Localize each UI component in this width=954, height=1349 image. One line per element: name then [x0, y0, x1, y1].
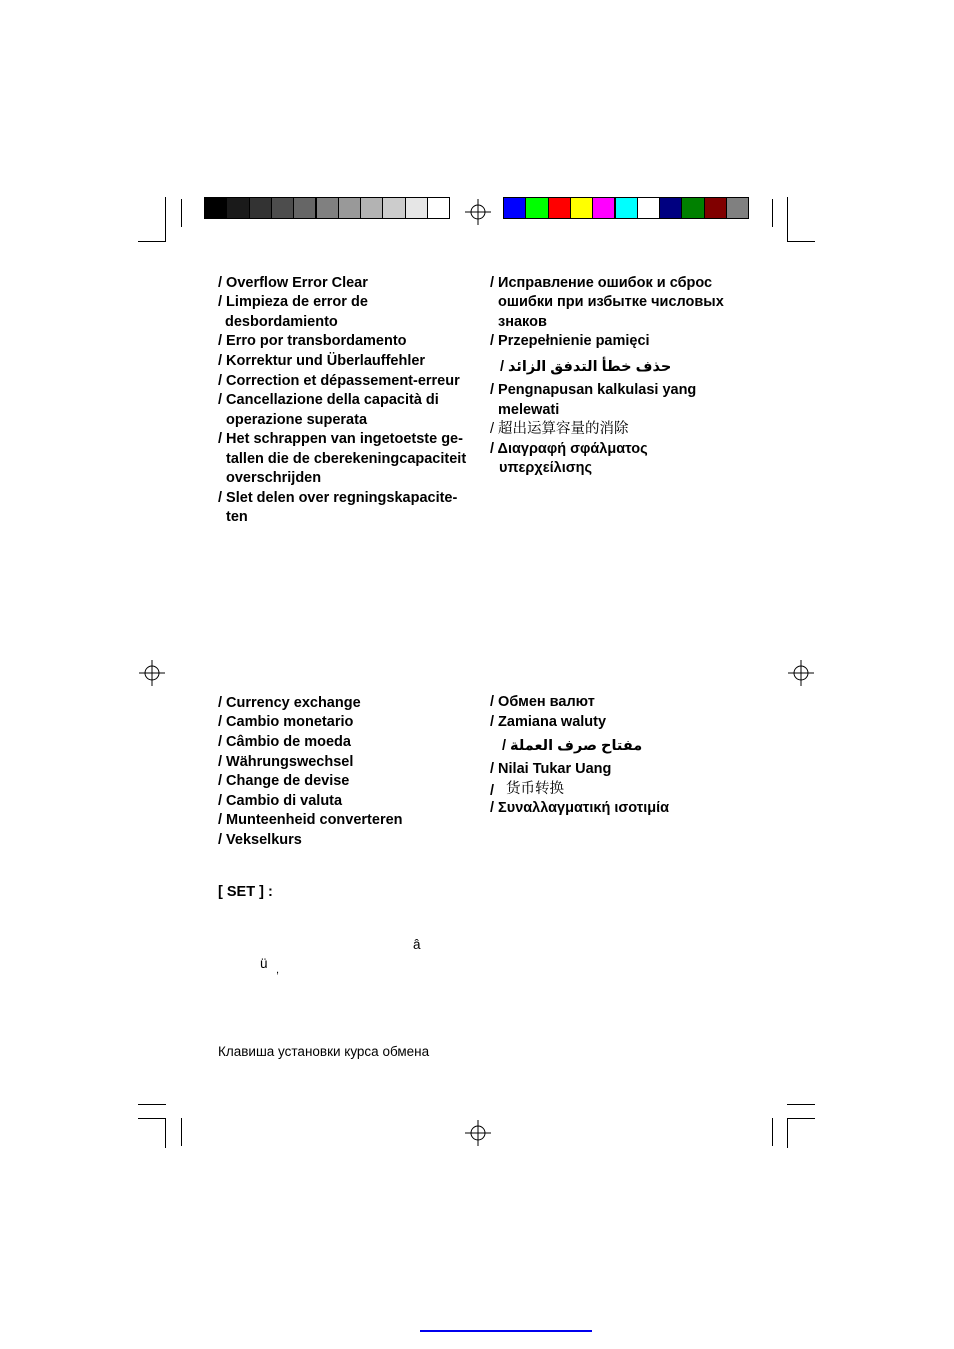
crop-mark	[787, 1104, 815, 1105]
section1-left-line: overschrijden	[226, 470, 322, 486]
section2-chinese-slash: /	[490, 783, 495, 799]
section1-left-line: / Erro por transbordamento	[218, 333, 407, 349]
section1-greek: υπερχείλισης	[499, 460, 593, 476]
grayscale-swatch	[226, 197, 249, 219]
color-swatch	[570, 197, 593, 219]
section1-left-line: / Correction et dépassement-erreur	[218, 373, 460, 389]
section2-greek: / Συναλλαγματική ισοτιμία	[490, 800, 670, 816]
crop-mark	[772, 199, 773, 227]
section2-left-line: / Munteenheid converteren	[218, 812, 403, 828]
grayscale-swatch	[249, 197, 272, 219]
grayscale-swatch	[427, 197, 450, 219]
section2-left-line: / Währungswechsel	[218, 754, 354, 770]
section1-left-line: operazione superata	[226, 412, 368, 428]
grayscale-swatch	[405, 197, 428, 219]
grayscale-swatch	[382, 197, 405, 219]
section1-left-line: / Overflow Error Clear	[218, 275, 368, 291]
crop-mark	[787, 241, 815, 242]
grayscale-swatch	[360, 197, 383, 219]
color-swatch	[726, 197, 749, 219]
grayscale-swatch	[293, 197, 316, 219]
registration-mark-icon	[788, 660, 814, 686]
footer-rule	[420, 1330, 592, 1332]
color-swatch	[503, 197, 526, 219]
section1-left-line: ten	[226, 509, 248, 525]
grayscale-swatch	[316, 197, 339, 219]
stray-glyph: ü	[260, 956, 268, 971]
section1-left-line: / Cancellazione della capacità di	[218, 392, 439, 408]
crop-mark	[181, 199, 182, 227]
color-swatch	[659, 197, 682, 219]
section2-arabic: مفتاح صرف العملة /	[502, 738, 643, 754]
section2-russian: / Обмен валют	[490, 694, 595, 710]
registration-mark-icon	[139, 660, 165, 686]
color-swatch	[681, 197, 704, 219]
section2-chinese: 货币转换	[506, 781, 564, 797]
section1-russian: знаков	[498, 314, 547, 330]
grayscale-swatch	[204, 197, 227, 219]
section2-left-line: / Change de devise	[218, 773, 350, 789]
section1-arabic: حذف خطأ التدفق الزائد /	[500, 359, 672, 375]
section2-indonesian: / Nilai Tukar Uang	[490, 761, 612, 777]
crop-mark	[787, 197, 788, 241]
section2-left-line: / Currency exchange	[218, 695, 361, 711]
color-swatch	[548, 197, 571, 219]
crop-mark	[138, 1118, 166, 1119]
grayscale-swatch	[338, 197, 361, 219]
section1-chinese: / 超出运算容量的消除	[490, 421, 629, 437]
grayscale-swatch	[271, 197, 294, 219]
registration-mark-icon	[465, 1120, 491, 1146]
section1-left-line: / Het schrappen van ingetoetste ge-	[218, 431, 463, 447]
stray-glyph: ,	[276, 964, 280, 976]
section2-left-line: / Câmbio de moeda	[218, 734, 351, 750]
section1-indonesian: melewati	[498, 402, 560, 418]
crop-mark	[787, 1118, 815, 1119]
crop-mark	[165, 1118, 166, 1148]
color-swatch	[615, 197, 638, 219]
section1-left-line: / Korrektur und Überlauffehler	[218, 353, 426, 369]
section1-indonesian: / Pengnapusan kalkulasi yang	[490, 382, 697, 398]
section2-polish: / Zamiana waluty	[490, 714, 607, 730]
section2-left-line: / Cambio monetario	[218, 714, 354, 730]
registration-mark-icon	[465, 199, 491, 225]
crop-mark	[138, 241, 166, 242]
section1-polish: / Przepełnienie pamięci	[490, 333, 650, 349]
section2-left-line: / Cambio di valuta	[218, 793, 343, 809]
section1-russian: ошибки при избытке числовых	[498, 294, 724, 310]
section1-left-line: / Limpieza de error de	[218, 294, 368, 310]
crop-mark	[772, 1118, 773, 1146]
crop-mark	[181, 1118, 182, 1146]
section1-greek: / Διαγραφή σφάλματος	[490, 441, 648, 457]
crop-mark	[165, 197, 166, 241]
stray-glyph: â	[413, 937, 421, 952]
section1-left-line: desbordamiento	[225, 314, 338, 330]
section2-left-line: / Vekselkurs	[218, 832, 302, 848]
color-swatch	[637, 197, 660, 219]
section1-russian: / Исправление ошибок и сброс	[490, 275, 713, 291]
crop-mark	[138, 1104, 166, 1105]
color-swatch	[592, 197, 615, 219]
color-swatch	[704, 197, 727, 219]
section1-left-line: tallen die de cberekeningcapaciteit	[226, 451, 467, 467]
crop-mark	[787, 1118, 788, 1148]
russian-caption: Клавиша установки курса обмена	[218, 1044, 430, 1059]
color-swatch	[525, 197, 548, 219]
set-key-label: [ SET ] :	[218, 884, 273, 900]
section1-left-line: / Slet delen over regningskapacite-	[218, 490, 458, 506]
